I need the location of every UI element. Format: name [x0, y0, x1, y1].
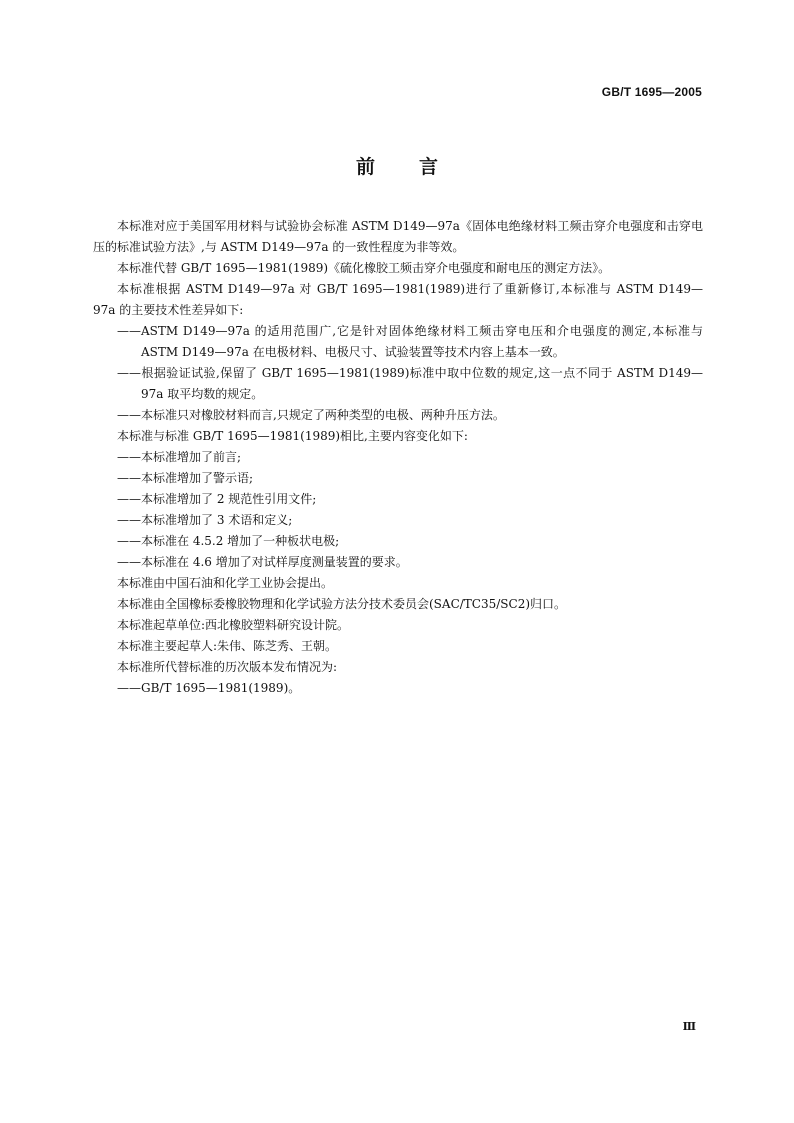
- paragraph: 本标准起草单位:西北橡胶塑料研究设计院。: [117, 618, 350, 632]
- page-title: 前言: [355, 156, 482, 178]
- list-item: ——本标准增加了前言;: [117, 450, 242, 464]
- list-item: ——本标准在 4.6 增加了对试样厚度测量装置的要求。: [117, 555, 408, 569]
- list-item: ——根据验证试验,保留了 GB/T 1695—1981(1989)标准中取中位数的规定,这一点不同于 ASTM D149—97a 取平均数的规定。: [117, 366, 703, 401]
- paragraph: 本标准所代替标准的历次版本发布情况为:: [117, 660, 338, 674]
- list-item: ——本标准只对橡胶材料而言,只规定了两种类型的电极、两种升压方法。: [117, 408, 505, 422]
- list-item: ——本标准增加了 2 规范性引用文件;: [117, 492, 317, 506]
- paragraph: 本标准主要起草人:朱伟、陈芝秀、王朝。: [117, 639, 338, 653]
- paragraph: 本标准对应于美国军用材料与试验协会标准 ASTM D149—97a《固体电绝缘材料工频击穿介电强度和击穿电压的标准试验方法》,与 ASTM D149—97a 的一致性程度为非等效。: [93, 219, 703, 254]
- list-item: ——本标准增加了警示语;: [117, 471, 254, 485]
- paragraph: 本标准代替 GB/T 1695—1981(1989)《硫化橡胶工频击穿介电强度和耐电压的测定方法》。: [117, 261, 611, 275]
- list-item: ——GB/T 1695—1981(1989)。: [117, 681, 301, 695]
- paragraph: 本标准根据 ASTM D149—97a 对 GB/T 1695—1981(1989)进行了重新修订,本标准与 ASTM D149—97a 的主要技术性差异如下:: [93, 282, 703, 317]
- list-item: ——ASTM D149—97a 的适用范围广,它是针对固体绝缘材料工频击穿电压和介电强度的测定,本标准与 ASTM D149—97a 在电极材料、电极尺寸、试验装置等技术内容上基本一致。: [117, 324, 703, 359]
- page-number: Ⅲ: [682, 1020, 696, 1033]
- list-item: ——本标准在 4.5.2 增加了一种板状电极;: [117, 534, 340, 548]
- list-item: ——本标准增加了 3 术语和定义;: [117, 513, 293, 527]
- foreword-content: [93, 216, 703, 699]
- paragraph: 本标准与标准 GB/T 1695—1981(1989)相比,主要内容变化如下:: [117, 429, 468, 443]
- standard-code: GB/T 1695—2005: [601, 85, 702, 99]
- paragraph: 本标准由中国石油和化学工业协会提出。: [117, 576, 334, 590]
- paragraph: 本标准由全国橡标委橡胶物理和化学试验方法分技术委员会(SAC/TC35/SC2)归口。: [117, 597, 567, 611]
